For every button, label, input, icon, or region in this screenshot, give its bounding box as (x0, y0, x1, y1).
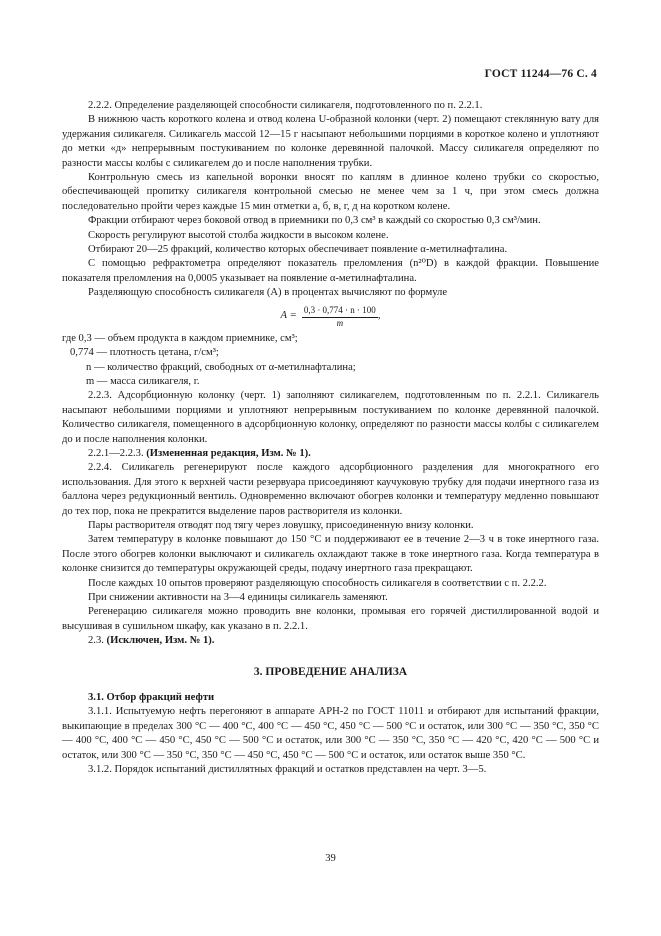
paragraph-temperature: Затем температуру в колонке повышают до 150 °С и поддерживают ее в течение 2—3 ч в токе инертного газа. После этого обогрев колонки выключают и силикагель охлаждают также в токе инертного газа. Когда температура в колонке снизится до температуры окружающей среды, подачу инертного газа прекращают. (62, 534, 599, 575)
paragraph-speed: Скорость регулируют высотой столба жидкости в высоком колене. (88, 229, 389, 241)
clause-2-2-2: 2.2.2. Определение разделяющей способности силикагеля, подготовленного по п. 2.2.1. (88, 100, 483, 111)
formula-denominator: m (336, 317, 344, 328)
edition-note-clauses: 2.2.1—2.2.3. (88, 447, 147, 459)
clause-2-3-note: (Исключен, Изм. № 1). (106, 635, 215, 647)
separation-formula (62, 305, 599, 329)
definition-mass: m — масса силикагеля, г. (86, 375, 200, 387)
section-heading: 3. ПРОВЕДЕНИЕ АНАЛИЗА (253, 665, 408, 678)
clause-2-2-4: 2.2.4. Силикагель регенерируют после каждого адсорбционного разделения для многократного его использования. Для этого к верхней части резервуара присоединяют каучуковую трубку для подачи инертного газа из баллона через редукционный вентиль. Одновременно включают обогрев колонки и температуру медленно повышают до тех пор, пока не прекратится выделение паров растворителя из колонки. (62, 462, 599, 517)
paragraph-fractions: Фракции отбирают через боковой отвод в приемники по 0,3 см³ в каждый со скоростью 0,3 см³/мин. (88, 215, 541, 227)
clause-3-1-2: 3.1.2. Порядок испытаний дистиллятных фракций и остатков представлен на черт. 3—5. (88, 764, 487, 776)
definition-density: 0,774 — плотность цетана, г/см³; (70, 347, 219, 359)
paragraph-tube-filling: В нижнюю часть короткого колена и отвод колена U-образной колонки (черт. 2) помещают стеклянную вату для удержания силикагеля. Силикагель массой 12—15 г насыпают небольшими порциями в короткое колено и уплотняют до метки «д» непрерывным постукиванием по колонке деревянной палочкой. Массу силикагеля определяют по разности массы колбы с силикагелем до и после наполнения трубки. (62, 114, 599, 169)
formula-trail: , (377, 310, 381, 322)
paragraph-activity-drop: При снижении активности на 3—4 единицы силикагель заменяют. (88, 592, 388, 603)
subheading-3-1: 3.1. Отбор фракций нефти (88, 692, 215, 704)
paragraph-refractometer: С помощью рефрактометра определяют показатель преломления (n²⁰D) в каждой фракции. Повышение показателя преломления на 0,0005 указывает на появление α-метилнафталина. (62, 258, 599, 284)
document-header: ГОСТ 11244—76 С. 4 (484, 68, 597, 80)
clause-2-3-number: 2.3. (88, 635, 107, 647)
formula-lhs: А = (280, 310, 297, 322)
paragraph-regeneration: Регенерацию силикагеля можно проводить вне колонки, промывая его горячей дистиллированной водой и высушивая в сушильном шкафу, как указано в п. 2.2.1. (62, 606, 599, 632)
formula-numerator: 0,3 · 0,774 · n · 100 (302, 305, 378, 318)
edition-note-text: (Измененная редакция, Изм. № 1). (146, 447, 311, 459)
page-number: 39 (325, 853, 336, 864)
formula-fraction (302, 305, 378, 329)
paragraph-control-mixture: Контрольную смесь из капельной воронки вносят по каплям в длинное колено трубки со скоростью, обеспечивающей пропитку силикагеля контрольной смесью не менее чем за 1 ч, при этом смесь должна последовательно пройти через каждые 15 мин отметки а, б, в, г, д на коротком колене. (62, 172, 599, 212)
formula-definitions (62, 332, 599, 390)
definition-volume: где 0,3 — объем продукта в каждом приемнике, см³; (62, 332, 298, 344)
paragraph-solvent-vapors: Пары растворителя отводят под тягу через ловушку, присоединенную внизу колонки. (88, 519, 474, 531)
clause-2-3 (62, 634, 599, 648)
page-body (62, 99, 599, 777)
clause-3-1-1: 3.1.1. Испытуемую нефть перегоняют в аппарате АРН-2 по ГОСТ 11011 и отбирают для испытаний фракции, выкипающие в пределах 300 °С — 400 °С, 400 °С — 450 °С, 450 °С — 500 °С и остаток, или 300 °С — 350 °С, 350 °С — 400 °С, 400 °С — 450 °С, 450 °С — 500 °С и остаток, или 300 °С — 350 °С, 350 °С — 420 °С, 420 °С — 500 °С и остаток, или 300 °С — 350 °С, 350 °С — 450 °С, 450 °С — 500 °С и остаток, или остаток выше 350 °С. (62, 706, 599, 761)
definition-fraction-count: n — количество фракций, свободных от α-метилнафталина; (86, 361, 356, 373)
paragraph-select-fractions: Отбирают 20—25 фракций, количество которых обеспечивает появление α-метилнафталина. (88, 244, 508, 256)
edition-note (62, 447, 599, 461)
clause-2-2-3: 2.2.3. Адсорбционную колонку (черт. 1) заполняют силикагелем, подготовленным по п. 2.2.1. Силикагель насыпают небольшими порциями и уплотняют непрерывным постукиванием по колонке деревянной палочкой. Количество силикагеля, помещенного в адсорбционную колонку, определяют по разности массы колбы с силикагелем до и после наполнения колонки. (62, 390, 599, 445)
paragraph-formula-intro: Разделяющую способность силикагеля (А) в процентах вычисляют по формуле (88, 287, 448, 299)
paragraph-after-10-tests: После каждых 10 опытов проверяют разделяющую способность силикагеля в соответствии с п. 2.2.2. (88, 577, 547, 589)
